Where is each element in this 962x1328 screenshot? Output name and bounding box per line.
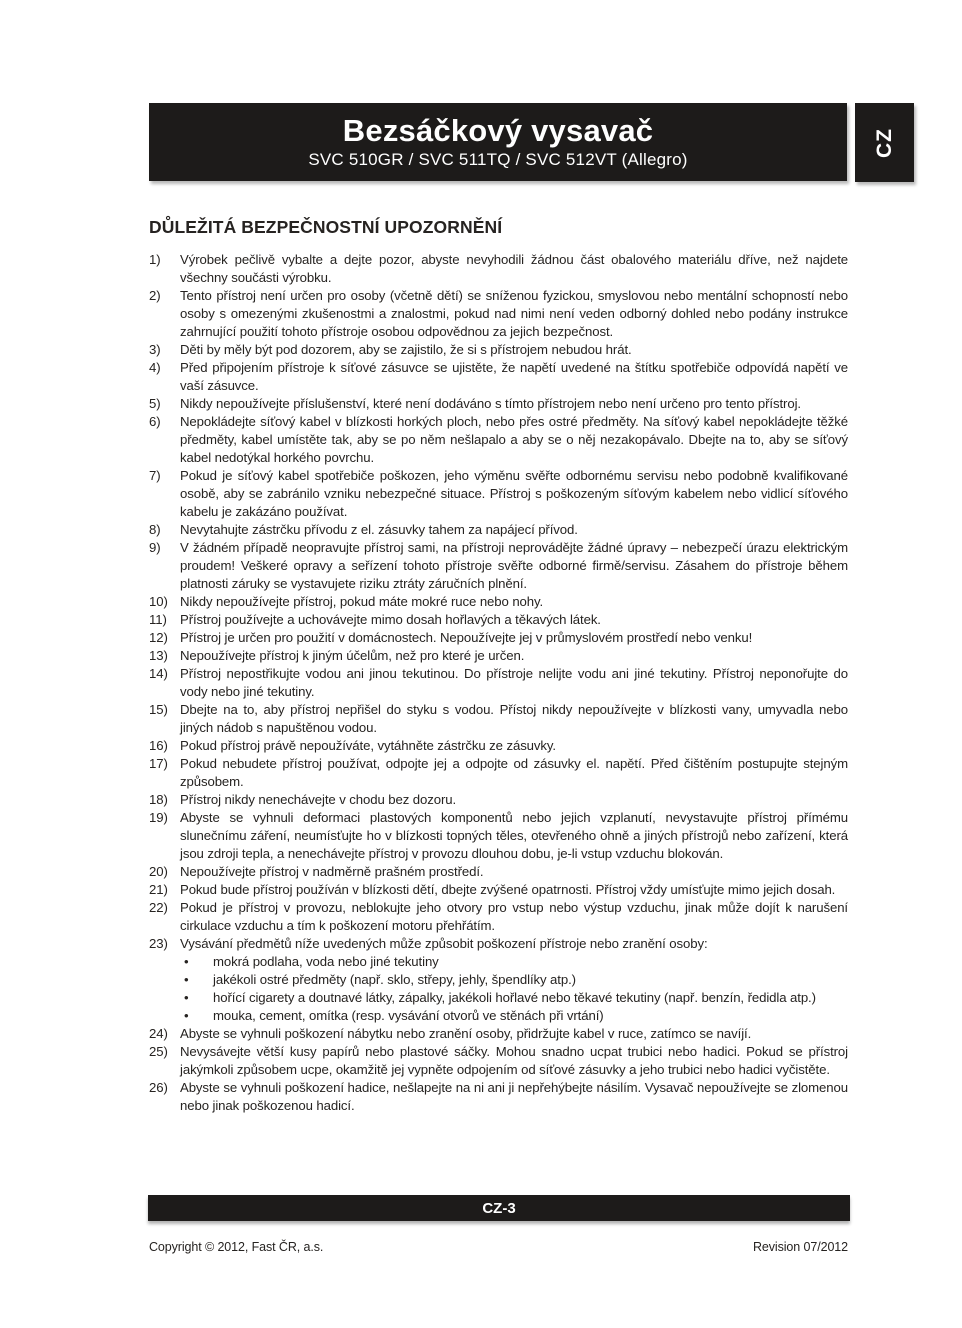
- page-title: Bezsáčkový vysavač: [342, 113, 654, 148]
- item-number: 12): [149, 630, 168, 645]
- item-text: Pokud přístroj právě nepoužíváte, vytáhněte zástrčku ze zásuvky.: [180, 738, 556, 753]
- bullet-item: [180, 989, 848, 1007]
- item-number: 14): [149, 666, 168, 681]
- item-text: Před připojením přístroje k síťové zásuvce se ujistěte, že napětí uvedené na štítku spotřebiče odpovídá napětí ve vaší zásuvce.: [180, 360, 848, 393]
- list-item: [149, 935, 848, 1025]
- item-text: V žádném případě neopravujte přístroj sami, na přístroji neprovádějte žádné úpravy – nebezpečí úrazu elektrickým proudem! Veškeré opravy a seřízení tohoto přístroje svěřte odborné firmě/servisu. Zásahem do přístroje během platnosti záruky se vystavujete riziku ztráty záručních plnění.: [180, 540, 848, 591]
- item-number: 4): [149, 360, 161, 375]
- bullet-text: jakékoli ostré předměty (např. sklo, střepy, jehly, špendlíky atp.): [213, 972, 576, 987]
- safety-list: [149, 251, 848, 1115]
- list-item: [149, 251, 848, 287]
- item-number: 22): [149, 900, 168, 915]
- item-number: 6): [149, 414, 161, 429]
- bullet-item: [180, 953, 848, 971]
- item-text: Pokud je přístroj v provozu, neblokujte jeho otvory pro vstup nebo výstup vzduchu, jinak může dojít k narušení cirkulace vzduchu a tím k poškození motoru přehřátím.: [180, 900, 848, 933]
- bullet-marker: •: [184, 954, 189, 969]
- item-number: 24): [149, 1026, 168, 1041]
- item-text: Nepoužívejte přístroj v nadměrně prašném prostředí.: [180, 864, 484, 879]
- item-number: 23): [149, 936, 168, 951]
- bullet-text: mouka, cement, omítka (resp. vysávání otvorů ve stěnách při vrtání): [213, 1008, 604, 1023]
- item-text: Přístroj nikdy nenechávejte v chodu bez dozoru.: [180, 792, 457, 807]
- item-number: 13): [149, 648, 168, 663]
- item-number: 9): [149, 540, 161, 555]
- item-number: 18): [149, 792, 168, 807]
- item-text: Přístroj nepostřikujte vodou ani jinou tekutinou. Do přístroje nelijte vodu ani jiné tekutiny. Přístroj neponořujte do vody nebo jiné tekutiny.: [180, 666, 848, 699]
- item-number: 16): [149, 738, 168, 753]
- bullet-item: [180, 971, 848, 989]
- item-number: 25): [149, 1044, 168, 1059]
- bullet-marker: •: [184, 972, 189, 987]
- item-text: Nepoužívejte přístroj k jiným účelům, než pro které je určen.: [180, 648, 525, 663]
- bullet-list: [180, 953, 848, 1025]
- item-number: 11): [149, 612, 167, 627]
- bullet-text: hořící cigarety a doutnavé látky, zápalky, jakékoli hořlavé nebo těkavé tekutiny (např. benzín, ředidla atp.): [213, 990, 816, 1005]
- item-number: 19): [149, 810, 168, 825]
- item-text: Pokud nebudete přístroj používat, odpojte jej a odpojte od zásuvky el. napětí. Před čištěním postupujte stejným způsobem.: [180, 756, 848, 789]
- list-item: [149, 1079, 848, 1115]
- item-text: Pokud bude přístroj používán v blízkosti dětí, dbejte zvýšené opatrnosti. Přístroj vždy umísťujte mimo jejich dosah.: [180, 882, 836, 897]
- content-area: [149, 217, 848, 1115]
- list-item: [149, 665, 848, 701]
- section-heading: DŮLEŽITÁ BEZPEČNOSTNÍ UPOZORNĚNÍ: [149, 217, 503, 237]
- list-item: [149, 737, 848, 755]
- item-number: 2): [149, 288, 161, 303]
- item-number: 21): [149, 882, 168, 897]
- item-text: Dbejte na to, aby přístroj nepřišel do styku s vodou. Přístoj nikdy nepoužívejte v blízkosti vany, umyvadla nebo jiných nádob s napuštěnou vodou.: [180, 702, 848, 735]
- list-item: [149, 701, 848, 737]
- list-item: [149, 1043, 848, 1079]
- page-number-label: CZ-3: [482, 1199, 516, 1217]
- item-text: Nikdy nepoužívejte přístroj, pokud máte mokré ruce nebo nohy.: [180, 594, 544, 609]
- list-item: [149, 395, 848, 413]
- item-number: 1): [149, 252, 161, 267]
- item-text: Abyste se vyhnuli deformaci plastových komponentů nebo jejich vzplanutí, nevystavujte přístroj přímému slunečnímu záření, neumísťujte ho v blízkosti topných těles, otevřeného ohně a jiných přístrojů nebo zařízení, která jsou zdroji tepla, a nenechávejte přístroj v provozu dlouhou dobu, je-li vstup vzduchu blokován.: [180, 810, 848, 861]
- item-text: Přístroj je určen pro použití v domácnostech. Nepoužívejte jej v průmyslovém prostředí nebo venku!: [180, 630, 753, 645]
- language-tab-label: CZ: [872, 127, 896, 158]
- bullet-text: mokrá podlaha, voda nebo jiné tekutiny: [213, 954, 439, 969]
- item-number: 15): [149, 702, 168, 717]
- list-item: [149, 647, 848, 665]
- language-tab: [855, 103, 914, 182]
- list-item: [149, 593, 848, 611]
- copyright-text: Copyright © 2012, Fast ČR, a.s.: [149, 1240, 324, 1254]
- list-item: [149, 791, 848, 809]
- list-item: [149, 899, 848, 935]
- item-number: 7): [149, 468, 161, 483]
- item-number: 10): [149, 594, 168, 609]
- item-number: 5): [149, 396, 161, 411]
- list-item: [149, 287, 848, 341]
- revision-text: Revision 07/2012: [753, 1240, 848, 1254]
- item-number: 17): [149, 756, 168, 771]
- item-text: Přístroj používejte a uchovávejte mimo dosah hořlavých a těkavých látek.: [180, 612, 601, 627]
- model-subtitle: SVC 510GR / SVC 511TQ / SVC 512VT (Allegro): [308, 150, 688, 169]
- list-item: [149, 881, 848, 899]
- list-item: [149, 359, 848, 395]
- bullet-item: [180, 1007, 848, 1025]
- list-item: [149, 413, 848, 467]
- item-text: Vysávání předmětů níže uvedených může způsobit poškození přístroje nebo zranění osoby:: [180, 936, 708, 951]
- list-item: [149, 539, 848, 593]
- bullet-marker: •: [184, 990, 189, 1005]
- list-item: [149, 863, 848, 881]
- list-item: [149, 809, 848, 863]
- footer-meta: [149, 1240, 848, 1254]
- page-number-bar: [148, 1195, 850, 1221]
- item-number: 3): [149, 342, 161, 357]
- item-text: Nevytahujte zástrčku přívodu z el. zásuvky tahem za napájecí přívod.: [180, 522, 578, 537]
- header-bar: [149, 103, 847, 181]
- list-item: [149, 341, 848, 359]
- bullet-marker: •: [184, 1008, 189, 1023]
- item-text: Výrobek pečlivě vybalte a dejte pozor, abyste nevyhodili žádnou část obalového materiálu dříve, než najdete všechny součásti výrobku.: [180, 252, 848, 285]
- item-text: Pokud je síťový kabel spotřebiče poškozen, jeho výměnu svěřte odbornému servisu nebo podobně kvalifikované osobě, aby se zabránilo vzniku nebezpečné situace. Přístroj s poškozeným síťovým kabelem nebo vidlicí síťového kabelu je zakázáno používat.: [180, 468, 848, 519]
- item-text: Nepokládejte síťový kabel v blízkosti horkých ploch, nebo přes ostré předměty. Na síťový kabel nepokládejte těžké předměty, kabel umístěte tak, aby se po něm nešlapalo a aby se o něj nezakopávalo. Dbejte na to, aby se síťový kabel nedotýkal horkého povrchu.: [180, 414, 848, 465]
- item-text: Nikdy nepoužívejte příslušenství, které není dodáváno s tímto přístrojem nebo není určeno pro tento přístroj.: [180, 396, 801, 411]
- item-text: Tento přístroj není určen pro osoby (včetně dětí) se sníženou fyzickou, smyslovou nebo mentální schopností nebo osoby s omezenými zkušenostmi a znalostmi, pokud nad nimi není veden odborný dohled nebo podány instrukce zahrnující použití tohoto přístroje osobou odpovědnou za jejich bezpečnost.: [180, 288, 848, 339]
- list-item: [149, 1025, 848, 1043]
- item-text: Abyste se vyhnuli poškození hadice, nešlapejte na ni ani ji nepřehýbejte násilím. Vysavač nepoužívejte se zlomenou nebo jinak poškozenou hadicí.: [180, 1080, 848, 1113]
- list-item: [149, 611, 848, 629]
- item-number: 26): [149, 1080, 168, 1095]
- item-text: Abyste se vyhnuli poškození nábytku nebo zranění osoby, přidržujte kabel v ruce, zatímco se navíjí.: [180, 1026, 752, 1041]
- list-item: [149, 467, 848, 521]
- item-text: Nevysávejte větší kusy papírů nebo plastové sáčky. Mohou snadno ucpat trubici nebo hadici. Pokud se přístroj jakýmkoli způsobem ucpe, okamžitě jej vypněte odpojením od síťové zásuvky a jeho trubici nebo hadici vyčistěte.: [180, 1044, 848, 1077]
- list-item: [149, 521, 848, 539]
- item-text: Děti by měly být pod dozorem, aby se zajistilo, že si s přístrojem nebudou hrát.: [180, 342, 632, 357]
- item-text-with-bullets: [180, 935, 848, 1025]
- item-number: 8): [149, 522, 161, 537]
- item-number: 20): [149, 864, 168, 879]
- list-item: [149, 755, 848, 791]
- list-item: [149, 629, 848, 647]
